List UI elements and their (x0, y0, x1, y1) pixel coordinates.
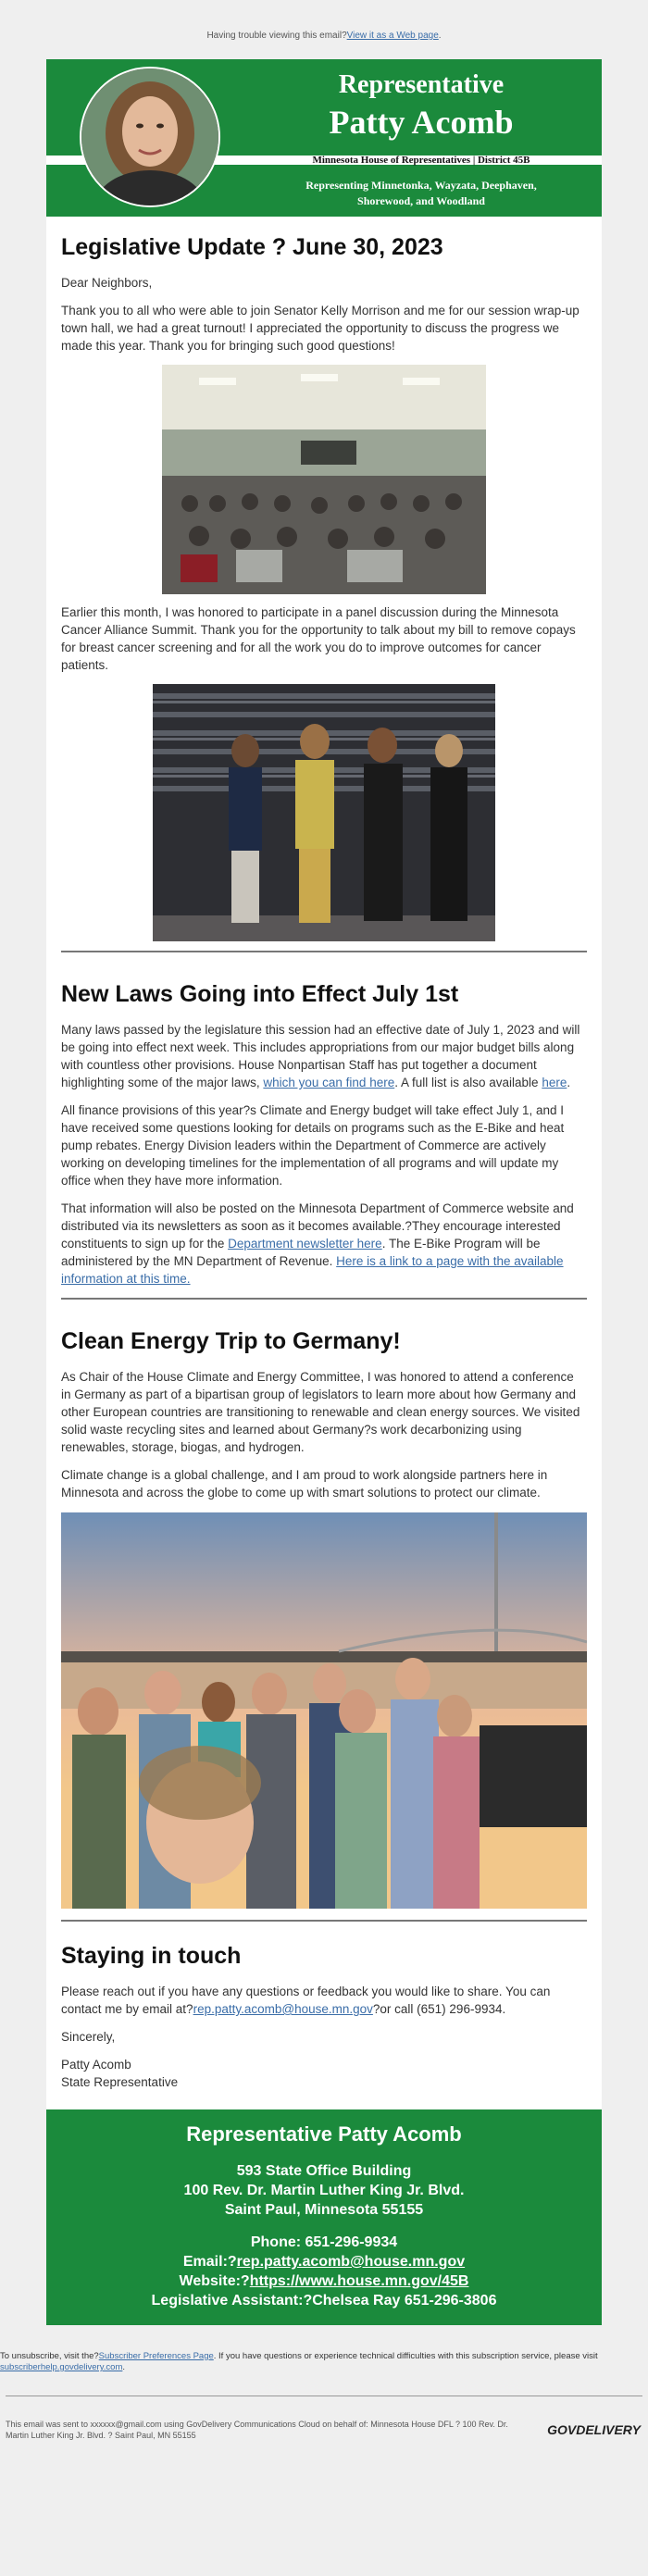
major-laws-link[interactable]: which you can find here (263, 1076, 395, 1089)
ebike-info-link[interactable]: Here is a link to a page with the available information at this time. (61, 1254, 564, 1286)
contact-footer (46, 2109, 602, 2325)
subscriber-preferences-link[interactable]: Subscriber Preferences Page (98, 2351, 214, 2361)
footer-name: Representative Patty Acomb (186, 2122, 462, 2146)
main-content (46, 217, 602, 2109)
section-divider (61, 951, 587, 952)
footer-assistant: Legislative Assistant:?Chelsea Ray 651-296-3806 (151, 2293, 497, 2308)
germany-paragraph-1: As Chair of the House Climate and Energy Committee, I was honored to attend a conference in Germany as part of a bipartisan group of legislators to learn more about how Germany and other European countries are transitioning to renewable and clean energy sources. We visited solid waste recycling sites and learned about Germany?s work decarbonizing using renewables, storage, biogas, and hydrogen. (61, 1370, 580, 1454)
unsubscribe-note: To unsubscribe, visit the?Subscriber Preferences Page. If you have questions or experience technical difficulties with this subscription service, please visit subscriberhelp.govdelivery.com. (0, 2351, 598, 2372)
email-link[interactable]: rep.patty.acomb@house.mn.gov (193, 2002, 373, 2016)
web-version-link[interactable]: View it as a Web page (346, 31, 439, 41)
section-title-legislative-update: Legislative Update ? June 30, 2023 (61, 234, 443, 260)
contact-paragraph: Please reach out if you have any questions or feedback you would like to share. You can contact me by email at?rep.patty.acomb@house.mn.gov?or call (651) 296-9934. (61, 1985, 551, 2016)
representative-portrait (80, 67, 220, 207)
new-laws-paragraph-3: That information will also be posted on the Minnesota Department of Commerce website and distributed via its newsletters as soon as it becomes available.?They encourage interested constituents to sign up for the Department newsletter here. The E-Bike Program will be administered by the MN Department of Revenue. Here is a link to a page with the available information at this time. (61, 1201, 574, 1286)
signature (61, 2056, 587, 2091)
footer-address-3: Saint Paul, Minnesota 55155 (224, 2202, 424, 2218)
footer-website: Website:?https://www.house.mn.gov/45B (179, 2273, 469, 2289)
section-divider (61, 1298, 587, 1300)
cancer-summit-paragraph: Earlier this month, I was honored to participate in a panel discussion during the Minnesota Cancer Alliance Summit. Thank you for the opportunity to talk about my bill to remove copays for breast cancer screening and for all the work you do to improve outcomes for cancer patients. (61, 605, 576, 672)
sent-to-note: This email was sent to xxxxxx@gmail.com using GovDelivery Communications Cloud on behalf of: Minnesota House DFL ? 100 Rev. Dr. Martin Luther King Jr. Blvd. ? Saint Paul, MN 55155 (6, 2420, 508, 2440)
town-hall-paragraph: Thank you to all who were able to join Senator Kelly Morrison and me for our session wrap-up town hall, we had a great turnout! I appreciated the opportunity to discuss the progress we made this year. Thank you for bringing such good questions! (61, 304, 579, 353)
footer-address-2: 100 Rev. Dr. Martin Luther King Jr. Blvd. (183, 2183, 465, 2198)
footer-phone: Phone: 651-296-9934 (250, 2234, 398, 2250)
header-title-name: Patty Acomb (329, 104, 514, 141)
closing: Sincerely, (61, 2030, 116, 2044)
signature-title: State Representative (61, 2075, 179, 2089)
section-title-staying-in-touch: Staying in touch (61, 1943, 242, 1969)
department-newsletter-link[interactable]: Department newsletter here (228, 1237, 382, 1251)
footer-website-link[interactable]: https://www.house.mn.gov/45B (249, 2273, 469, 2289)
header-representing: Representing Minnetonka, Wayzata, Deephaven, Shorewood, and Woodland (305, 179, 537, 207)
govdelivery-logo: GOVDELIVERY (547, 2422, 641, 2437)
footer-address-1: 593 State Office Building (236, 2163, 412, 2179)
subscriber-help-link[interactable]: subscriberhelp.govdelivery.com (0, 2362, 123, 2372)
header-banner (46, 59, 602, 217)
full-list-link[interactable]: here (542, 1076, 567, 1089)
town-hall-photo (162, 365, 486, 594)
email-body (46, 59, 602, 2325)
govdelivery-bar (0, 2396, 648, 2452)
section-title-germany-trip: Clean Energy Trip to Germany! (61, 1328, 401, 1354)
germany-group-photo (61, 1512, 587, 1909)
section-title-new-laws: New Laws Going into Effect July 1st (61, 981, 459, 1007)
signature-name: Patty Acomb (61, 2058, 131, 2072)
footer-email: Email:?rep.patty.acomb@house.mn.gov (182, 2254, 466, 2270)
germany-paragraph-2: Climate change is a global challenge, and I am proud to work alongside partners here in Minnesota and across the globe to come up with smart solutions to protect our climate. (61, 1468, 548, 1500)
footer-email-link[interactable]: rep.patty.acomb@house.mn.gov (236, 2254, 466, 2270)
section-divider (61, 1920, 587, 1922)
header-title-line1: Representative (338, 70, 505, 99)
new-laws-paragraph-2: All finance provisions of this year?s Climate and Energy budget will take effect July 1, and I have received some questions looking for details on programs such as the E-Bike and heat pump rebates. Energy Division leaders within the Department of Commerce are actively working on developing timelines for the implementation of all programs and will update my office when they have more information. (61, 1103, 565, 1188)
web-version-note: Having trouble viewing this email?View it as a Web page. (206, 31, 442, 41)
trouble-text: Having trouble viewing this email? (206, 31, 347, 41)
new-laws-paragraph-1: Many laws passed by the legislature this session had an effective date of July 1, 2023 and will be going into effect next week. This includes appropriations from our major budget bills along with countless other provisions. House Nonpartisan Staff has put together a document highlighting some of the major laws, which you can find here. A full list is also available here. (61, 1023, 580, 1089)
greeting: Dear Neighbors, (61, 276, 153, 290)
header-district: Minnesota House of Representatives | District 45B (312, 155, 530, 166)
cancer-summit-photo (153, 684, 495, 941)
